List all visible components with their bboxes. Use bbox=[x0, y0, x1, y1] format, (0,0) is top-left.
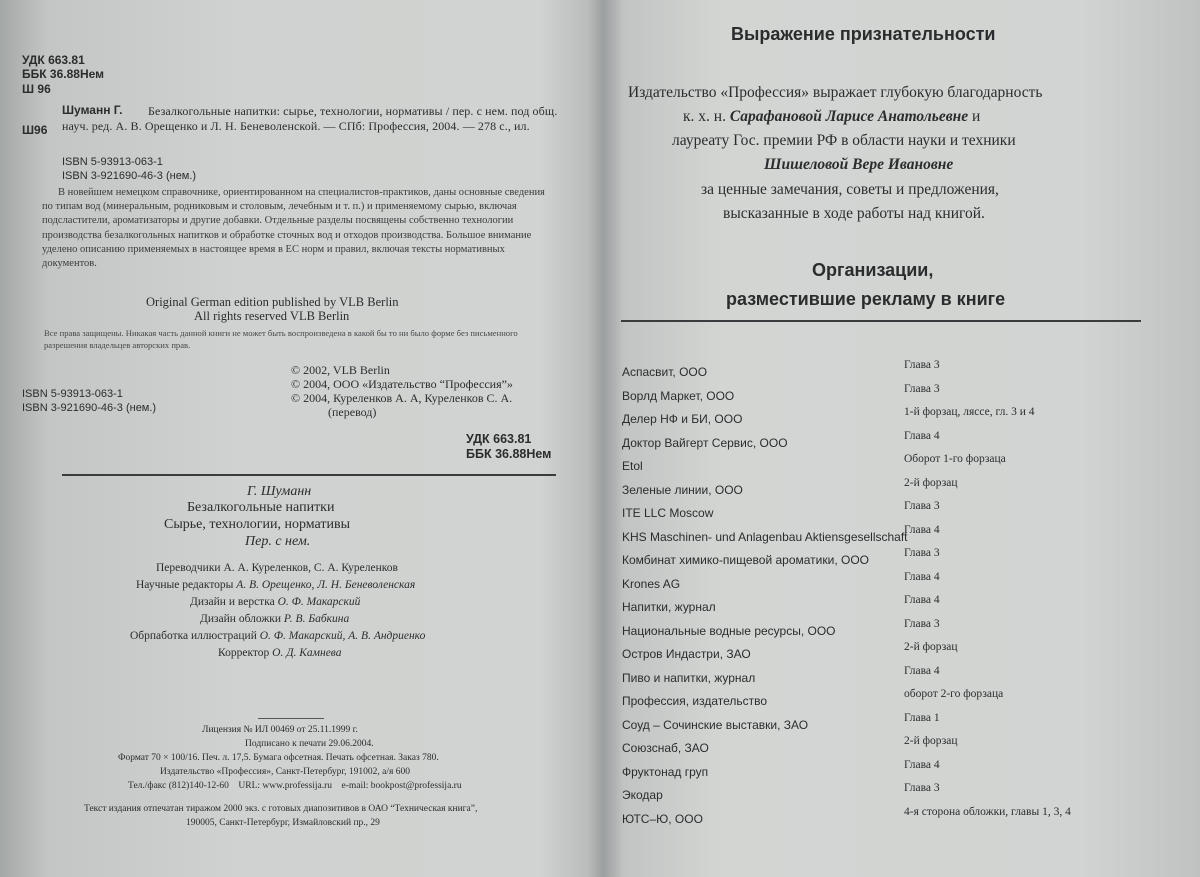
translation-note: Пер. с нем. bbox=[245, 534, 311, 549]
advertiser-name: Напитки, журнал bbox=[622, 600, 716, 614]
copyright-2: © 2004, ООО «Издательство “Профессия”» bbox=[291, 377, 513, 391]
advertiser-name: Комбинат химико-пищевой ароматики, ООО bbox=[622, 553, 870, 567]
advertiser-placement: 2-й форзац bbox=[904, 735, 958, 747]
advertiser-name: Соуд – Сочинские выставки, ЗАО bbox=[622, 717, 809, 732]
advertiser-row bbox=[622, 429, 1142, 456]
advertiser-row bbox=[622, 406, 1142, 432]
advertiser-name: Ворлд Маркет, ООО bbox=[622, 388, 735, 403]
advertiser-row bbox=[622, 664, 1142, 691]
advertiser-name: Экодар bbox=[622, 788, 663, 802]
advertiser-placement: Глава 4 bbox=[904, 758, 940, 771]
credit-cover bbox=[200, 613, 349, 625]
author-entry: Шуманн Г. bbox=[62, 103, 123, 117]
printer-line-1: Текст издания отпечатан тиражом 2000 экз. с готовых диапозитивов в ОАО “Техническая книга”, bbox=[84, 804, 478, 814]
title-author: Г. Шуманн bbox=[247, 484, 312, 499]
degree: к. х. н. bbox=[683, 108, 726, 125]
person-1: Сарафановой Ларисе Анатольевне bbox=[729, 108, 969, 125]
advertiser-placement: Глава 1 bbox=[904, 711, 940, 724]
advertiser-name: Союзснаб, ЗАО bbox=[622, 741, 709, 755]
author-code: Ш 96 bbox=[22, 82, 51, 96]
advertiser-name: Аспасвит, ООО bbox=[622, 365, 708, 379]
credit-role: Дизайн обложки bbox=[200, 613, 282, 625]
credit-names: А. А. Куреленков, С. А. Куреленков bbox=[223, 562, 398, 574]
credit-names: О. Ф. Макарский bbox=[277, 596, 361, 608]
thanks-line-6: высказанные в ходе работы над книгой. bbox=[723, 205, 985, 222]
advertiser-row bbox=[622, 359, 1142, 385]
udk-code: УДК 663.81 bbox=[22, 53, 85, 67]
advertiser-placement: Глава 3 bbox=[904, 500, 940, 512]
credit-names: О. Д. Камнева bbox=[272, 647, 342, 659]
credit-names: Р. В. Бабкина bbox=[283, 613, 350, 625]
credit-role: Переводчики bbox=[156, 562, 221, 574]
credit-role: Корректор bbox=[218, 647, 270, 659]
advertiser-placement: Глава 3 bbox=[904, 359, 940, 371]
udk-right: УДК 663.81 bbox=[466, 432, 532, 446]
credit-layout bbox=[190, 596, 360, 608]
advertiser-row bbox=[622, 476, 1142, 503]
imprint-license: Лицензия № ИЛ 00469 от 25.11.1999 г. bbox=[202, 725, 358, 735]
credit-proofreader bbox=[218, 647, 341, 659]
imprint-contacts: Тел./факс (812)140-12-60 URL: www.professija.ru e-mail: bookpost@professija.ru bbox=[128, 781, 462, 791]
ads-heading-2: разместившие рекламу в книге bbox=[726, 289, 1006, 309]
credit-role: Научные редакторы bbox=[136, 579, 234, 591]
advertiser-placement: Глава 4 bbox=[904, 523, 940, 536]
imprint-format: Формат 70 × 100/16. Печ. л. 17,5. Бумага офсетная. Печать офсетная. Заказ 780. bbox=[118, 753, 439, 763]
imprint-publisher: Издательство «Профессия», Санкт-Петербург, 191002, а/я 600 bbox=[160, 767, 410, 777]
credit-role: Обрпаботка иллюстраций bbox=[130, 630, 257, 642]
advertiser-row bbox=[622, 500, 1142, 526]
advertiser-row bbox=[622, 547, 1142, 573]
rights-notice: Все права защищены. Никакая часть данной книги не может быть воспроизведена в какой бы то ни было форме без письменного разрешения владельцев авторских прав. bbox=[44, 328, 518, 350]
advertiser-name: Профессия, издательство bbox=[622, 694, 768, 708]
advertiser-name: Фруктонад груп bbox=[622, 764, 709, 779]
advertiser-placement: 1-й форзац, ляссе, гл. 3 и 4 bbox=[904, 406, 1035, 418]
printer-line-2: 190005, Санкт-Петербург, Измайловский пр., 29 bbox=[186, 818, 380, 828]
advertiser-name: Пиво и напитки, журнал bbox=[622, 670, 756, 685]
advertiser-row bbox=[622, 453, 1142, 479]
advertiser-row bbox=[622, 641, 1142, 667]
conjunction: и bbox=[972, 108, 981, 125]
advertiser-row bbox=[622, 758, 1142, 785]
advertiser-placement: Глава 4 bbox=[904, 429, 940, 442]
advertiser-row bbox=[622, 570, 1142, 597]
advertiser-row bbox=[622, 382, 1142, 409]
advertiser-name: ЮТС–Ю, ООО bbox=[622, 811, 703, 826]
thanks-line-5: за ценные замечания, советы и предложения, bbox=[701, 181, 999, 198]
advertiser-placement: Глава 3 bbox=[904, 547, 940, 559]
credit-editors bbox=[136, 579, 415, 591]
advertiser-name: Национальные водные ресурсы, ООО bbox=[622, 623, 836, 638]
advertiser-name: ITE LLC Moscow bbox=[622, 506, 714, 520]
advertiser-placement: Оборот 1-го форзаца bbox=[904, 453, 1006, 465]
advertiser-placement: Глава 4 bbox=[904, 664, 940, 677]
copyright-1: © 2002, VLB Berlin bbox=[291, 363, 390, 377]
copyright-4: (перевод) bbox=[328, 405, 377, 419]
advertiser-row bbox=[622, 523, 1142, 550]
person-2: Шишеловой Вере Ивановне bbox=[764, 156, 954, 173]
credit-names: О. Ф. Макарский, А. В. Андриенко bbox=[259, 630, 426, 642]
annotation-text: В новейшем немецком справочнике, ориентированном на специалистов-практиков, даны основные сведения по типам вод (минеральным, родниковым и столовым, лечебным и т. п.) и применяемому сырью, включая подсластители, ароматизаторы и другие добавки. Отдельные разделы посвящены собственно технологии производства безалкогольных напитков и обработке сточных вод и отходов производства. Большое внимание уделено описанию применяемых в настоящее время в ЕС норм и правил, включая тексты нормативных документов. bbox=[42, 187, 545, 270]
advertiser-name: Делер НФ и БИ, ООО bbox=[622, 412, 743, 426]
advertiser-row bbox=[622, 711, 1142, 738]
isbn-bottom-1: ISBN 5-93913-063-1 bbox=[22, 388, 123, 400]
advertiser-name: Доктор Вайгерт Сервис, ООО bbox=[622, 435, 788, 450]
ads-heading-1: Организации, bbox=[812, 260, 934, 280]
bbk-right: ББК 36.88Нем bbox=[466, 447, 552, 461]
short-rule bbox=[258, 718, 324, 719]
advertiser-row bbox=[622, 617, 1142, 644]
advertiser-row bbox=[622, 594, 1142, 620]
original-edition-line-1: Original German edition published by VLB Berlin bbox=[146, 295, 399, 309]
ads-divider bbox=[621, 320, 1141, 322]
advertiser-placement: Глава 4 bbox=[904, 594, 940, 606]
bbk-code: ББК 36.88Нем bbox=[22, 67, 104, 81]
advertiser-row bbox=[622, 805, 1142, 832]
isbn-bottom-2: ISBN 3-921690-46-3 (нем.) bbox=[22, 402, 157, 414]
advertiser-row bbox=[622, 688, 1142, 714]
advertiser-placement: 2-й форзац bbox=[904, 476, 958, 489]
copyright-3: © 2004, Куреленков А. А, Куреленков С. А. bbox=[291, 391, 513, 405]
advertiser-list bbox=[622, 359, 1162, 845]
divider-rule bbox=[62, 474, 556, 476]
isbn-top-1: ISBN 5-93913-063-1 bbox=[62, 156, 163, 168]
credit-names: А. В. Орещенко, Л. Н. Беневоленская bbox=[236, 579, 416, 591]
catalog-citation: Безалкогольные напитки: сырье, технологии, нормативы / пер. с нем. под общ. науч. ред. А. В. Орещенко и Л. Н. Беневоленской. — СПб: Профессия, 2004. — 278 с., ил. bbox=[62, 104, 558, 133]
advertiser-placement: 2-й форзац bbox=[904, 641, 958, 653]
original-edition-line-2: All rights reserved VLB Berlin bbox=[194, 309, 350, 323]
book-subtitle: Сырье, технологии, нормативы bbox=[164, 517, 351, 532]
advertiser-name: Зеленые линии, ООО bbox=[622, 482, 743, 497]
code-mark: Ш96 bbox=[22, 123, 48, 137]
thanks-line-1: Издательство «Профессия» выражает глубокую благодарность bbox=[628, 84, 1043, 101]
advertiser-name: KHS Maschinen- und Anlagenbau Aktiensgesellschaft bbox=[622, 529, 908, 544]
advertiser-placement: оборот 2-го форзаца bbox=[904, 688, 1004, 700]
advertiser-placement: Глава 4 bbox=[904, 570, 940, 583]
advertiser-name: Krones AG bbox=[622, 576, 681, 591]
advertiser-name: Остров Индастри, ЗАО bbox=[622, 647, 751, 661]
book-title: Безалкогольные напитки bbox=[187, 500, 335, 515]
advertiser-name: Etol bbox=[622, 459, 643, 473]
advertiser-placement: 4-я сторона обложки, главы 1, 3, 4 bbox=[904, 805, 1071, 818]
credit-translators bbox=[156, 562, 398, 574]
thanks-heading: Выражение признательности bbox=[731, 24, 996, 44]
advertiser-row bbox=[622, 735, 1142, 761]
advertiser-placement: Глава 3 bbox=[904, 382, 940, 395]
credit-illustrations bbox=[130, 630, 425, 642]
advertiser-placement: Глава 3 bbox=[904, 617, 940, 630]
thanks-line-2 bbox=[683, 108, 980, 126]
thanks-line-3: лауреату Гос. премии РФ в области науки и техники bbox=[672, 132, 1016, 149]
isbn-top-2: ISBN 3-921690-46-3 (нем.) bbox=[62, 170, 197, 182]
imprint-signed: Подписано к печати 29.06.2004. bbox=[245, 739, 374, 749]
advertiser-placement: Глава 3 bbox=[904, 782, 940, 794]
credit-role: Дизайн и верстка bbox=[190, 596, 275, 608]
